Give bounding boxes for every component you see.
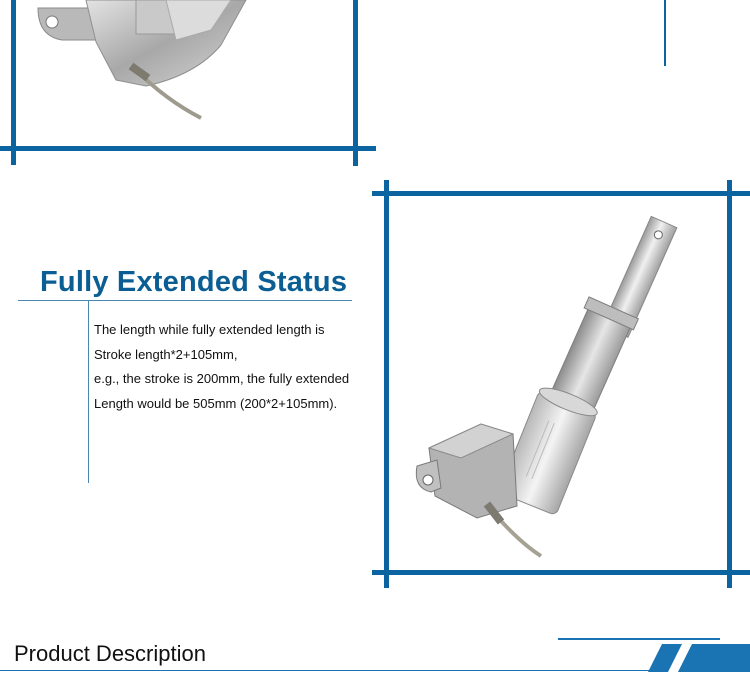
- frame-line: [372, 570, 750, 575]
- description-line: The length while fully extended length is: [94, 322, 325, 337]
- product-description-underline: [0, 670, 660, 671]
- description-line: Length would be 505mm (200*2+105mm).: [94, 395, 338, 411]
- frame-line: [11, 151, 16, 165]
- section-description: [94, 318, 384, 416]
- frame-line: [0, 146, 376, 151]
- description-line: e.g., the stroke is 200mm, the fully extended: [94, 371, 350, 386]
- decorative-line: [558, 638, 720, 640]
- frame-line: [372, 191, 750, 196]
- heading-underline: [18, 300, 352, 301]
- decorative-stripes-icon: [648, 644, 750, 672]
- actuator-photo-extended: [389, 196, 727, 570]
- frame-line: [11, 0, 16, 152]
- product-description-title: Product Description: [14, 641, 206, 666]
- description-line: Stroke length*2+105mm,: [94, 346, 238, 362]
- frame-line: [353, 0, 358, 166]
- section-title: Fully Extended Status: [40, 266, 348, 298]
- actuator-photo-top: [16, 0, 353, 146]
- frame-line: [727, 180, 732, 588]
- divider-line: [664, 0, 666, 66]
- vertical-divider: [88, 301, 89, 483]
- frame-line: [384, 180, 389, 588]
